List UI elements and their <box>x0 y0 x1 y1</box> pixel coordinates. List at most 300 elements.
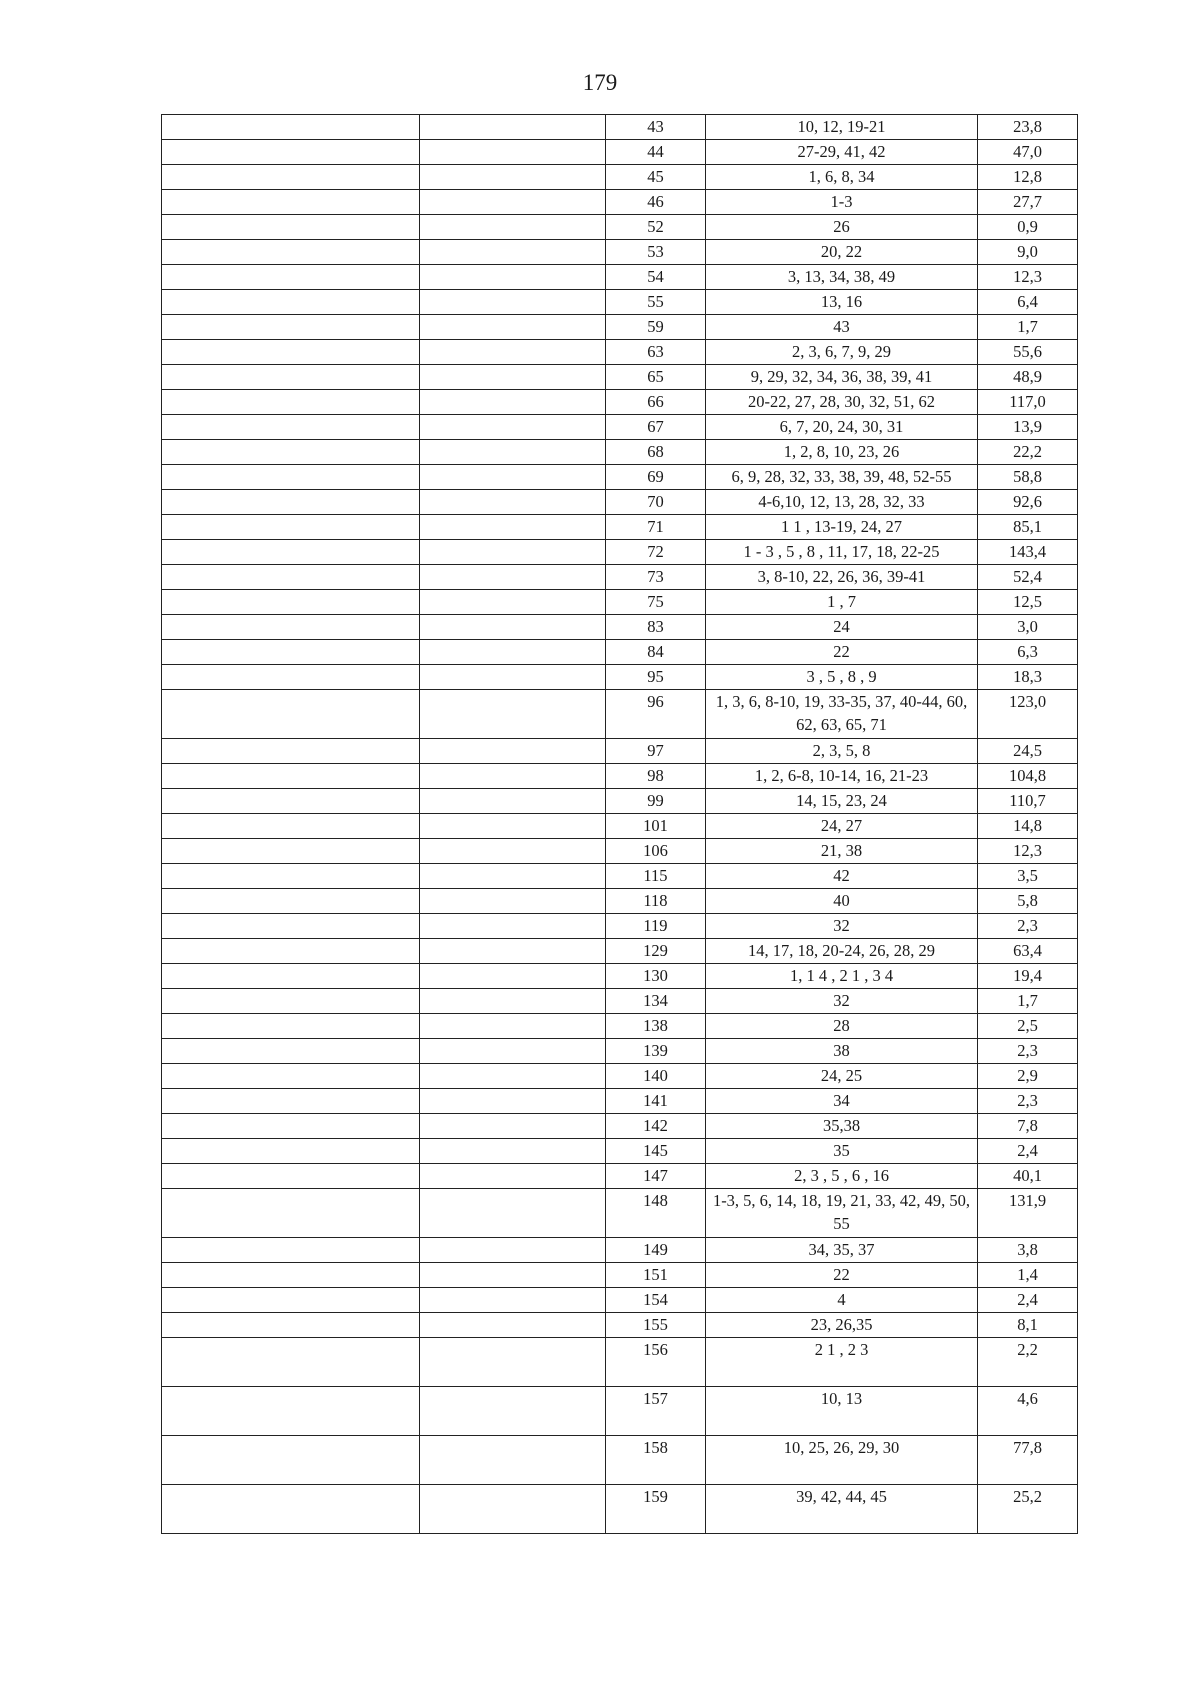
table-row <box>162 1189 1078 1238</box>
cell-col2 <box>420 1064 606 1089</box>
cell-col1 <box>162 590 420 615</box>
cell-items: 24 <box>706 615 978 640</box>
table-row <box>162 1387 1078 1436</box>
cell-value: 1,7 <box>978 315 1078 340</box>
cell-col1 <box>162 1014 420 1039</box>
cell-number: 138 <box>606 1014 706 1039</box>
cell-number: 149 <box>606 1238 706 1263</box>
cell-value: 3,5 <box>978 864 1078 889</box>
cell-number: 148 <box>606 1189 706 1238</box>
cell-col2 <box>420 764 606 789</box>
table-row <box>162 1089 1078 1114</box>
table-row <box>162 1313 1078 1338</box>
cell-items: 3 , 5 , 8 , 9 <box>706 665 978 690</box>
cell-value: 3,8 <box>978 1238 1078 1263</box>
cell-col2 <box>420 864 606 889</box>
cell-col2 <box>420 315 606 340</box>
cell-col2 <box>420 590 606 615</box>
cell-value: 2,9 <box>978 1064 1078 1089</box>
cell-col2 <box>420 190 606 215</box>
cell-value: 2,4 <box>978 1139 1078 1164</box>
cell-number: 145 <box>606 1139 706 1164</box>
cell-col2 <box>420 814 606 839</box>
cell-value: 1,7 <box>978 989 1078 1014</box>
cell-value: 12,8 <box>978 165 1078 190</box>
cell-number: 72 <box>606 540 706 565</box>
cell-number: 158 <box>606 1436 706 1485</box>
table-row <box>162 864 1078 889</box>
cell-items: 1, 3, 6, 8-10, 19, 33-35, 37, 40-44, 60, 62, 63, 65, 71 <box>706 690 978 739</box>
cell-col1 <box>162 1189 420 1238</box>
cell-number: 68 <box>606 440 706 465</box>
cell-col2 <box>420 939 606 964</box>
cell-value: 52,4 <box>978 565 1078 590</box>
table-row <box>162 315 1078 340</box>
table-row <box>162 440 1078 465</box>
cell-number: 52 <box>606 215 706 240</box>
cell-col1 <box>162 465 420 490</box>
cell-col2 <box>420 240 606 265</box>
cell-value: 48,9 <box>978 365 1078 390</box>
cell-items: 10, 12, 19-21 <box>706 115 978 140</box>
cell-col2 <box>420 1338 606 1387</box>
cell-col1 <box>162 265 420 290</box>
cell-items: 14, 15, 23, 24 <box>706 789 978 814</box>
cell-items: 21, 38 <box>706 839 978 864</box>
cell-number: 142 <box>606 1114 706 1139</box>
table-row <box>162 240 1078 265</box>
cell-col2 <box>420 889 606 914</box>
cell-value: 85,1 <box>978 515 1078 540</box>
cell-col2 <box>420 390 606 415</box>
cell-col2 <box>420 1189 606 1238</box>
cell-col1 <box>162 290 420 315</box>
cell-value: 22,2 <box>978 440 1078 465</box>
cell-col1 <box>162 1436 420 1485</box>
cell-col2 <box>420 565 606 590</box>
cell-number: 59 <box>606 315 706 340</box>
cell-value: 6,4 <box>978 290 1078 315</box>
cell-col1 <box>162 1039 420 1064</box>
cell-number: 43 <box>606 115 706 140</box>
table-row <box>162 1114 1078 1139</box>
cell-col2 <box>420 789 606 814</box>
table-row <box>162 914 1078 939</box>
cell-value: 19,4 <box>978 964 1078 989</box>
cell-number: 140 <box>606 1064 706 1089</box>
cell-col1 <box>162 690 420 739</box>
cell-number: 96 <box>606 690 706 739</box>
cell-col1 <box>162 540 420 565</box>
table-row <box>162 1288 1078 1313</box>
cell-number: 99 <box>606 789 706 814</box>
cell-col2 <box>420 615 606 640</box>
cell-items: 20, 22 <box>706 240 978 265</box>
cell-items: 20-22, 27, 28, 30, 32, 51, 62 <box>706 390 978 415</box>
table-body <box>162 115 1078 1534</box>
table-row <box>162 515 1078 540</box>
cell-col1 <box>162 340 420 365</box>
cell-value: 117,0 <box>978 390 1078 415</box>
table-row <box>162 665 1078 690</box>
cell-col1 <box>162 1313 420 1338</box>
cell-number: 115 <box>606 864 706 889</box>
cell-items: 14, 17, 18, 20-24, 26, 28, 29 <box>706 939 978 964</box>
table-row <box>162 190 1078 215</box>
cell-value: 27,7 <box>978 190 1078 215</box>
cell-number: 46 <box>606 190 706 215</box>
cell-col2 <box>420 989 606 1014</box>
cell-col1 <box>162 1338 420 1387</box>
cell-col2 <box>420 739 606 764</box>
cell-col1 <box>162 889 420 914</box>
cell-col2 <box>420 1387 606 1436</box>
cell-col1 <box>162 115 420 140</box>
table-row <box>162 939 1078 964</box>
cell-col1 <box>162 914 420 939</box>
cell-items: 10, 13 <box>706 1387 978 1436</box>
cell-items: 22 <box>706 640 978 665</box>
cell-items: 4-6,10, 12, 13, 28, 32, 33 <box>706 490 978 515</box>
cell-number: 101 <box>606 814 706 839</box>
cell-items: 1, 2, 6-8, 10-14, 16, 21-23 <box>706 764 978 789</box>
cell-col2 <box>420 415 606 440</box>
cell-value: 2,3 <box>978 1039 1078 1064</box>
cell-items: 23, 26,35 <box>706 1313 978 1338</box>
cell-value: 12,3 <box>978 265 1078 290</box>
cell-col1 <box>162 989 420 1014</box>
cell-number: 147 <box>606 1164 706 1189</box>
cell-value: 12,5 <box>978 590 1078 615</box>
cell-value: 7,8 <box>978 1114 1078 1139</box>
cell-items: 38 <box>706 1039 978 1064</box>
cell-items: 1-3 <box>706 190 978 215</box>
cell-number: 44 <box>606 140 706 165</box>
cell-items: 6, 9, 28, 32, 33, 38, 39, 48, 52-55 <box>706 465 978 490</box>
cell-items: 13, 16 <box>706 290 978 315</box>
cell-col1 <box>162 665 420 690</box>
cell-col1 <box>162 565 420 590</box>
cell-number: 159 <box>606 1485 706 1534</box>
cell-number: 63 <box>606 340 706 365</box>
table-row <box>162 1014 1078 1039</box>
cell-col2 <box>420 1089 606 1114</box>
cell-value: 5,8 <box>978 889 1078 914</box>
cell-col1 <box>162 140 420 165</box>
cell-items: 1, 6, 8, 34 <box>706 165 978 190</box>
cell-col2 <box>420 1164 606 1189</box>
table-row <box>162 839 1078 864</box>
cell-col1 <box>162 1114 420 1139</box>
cell-number: 98 <box>606 764 706 789</box>
cell-items: 6, 7, 20, 24, 30, 31 <box>706 415 978 440</box>
cell-items: 1 1 , 13-19, 24, 27 <box>706 515 978 540</box>
cell-col1 <box>162 365 420 390</box>
table-row <box>162 215 1078 240</box>
cell-col1 <box>162 215 420 240</box>
cell-col1 <box>162 415 420 440</box>
cell-items: 2, 3, 6, 7, 9, 29 <box>706 340 978 365</box>
table-row <box>162 1263 1078 1288</box>
table-row <box>162 365 1078 390</box>
cell-col2 <box>420 490 606 515</box>
table-row <box>162 265 1078 290</box>
cell-items: 3, 8-10, 22, 26, 36, 39-41 <box>706 565 978 590</box>
cell-col1 <box>162 1387 420 1436</box>
cell-value: 8,1 <box>978 1313 1078 1338</box>
cell-value: 58,8 <box>978 465 1078 490</box>
cell-col2 <box>420 665 606 690</box>
cell-number: 141 <box>606 1089 706 1114</box>
cell-col2 <box>420 465 606 490</box>
cell-number: 54 <box>606 265 706 290</box>
cell-items: 26 <box>706 215 978 240</box>
cell-number: 66 <box>606 390 706 415</box>
cell-value: 0,9 <box>978 215 1078 240</box>
cell-items: 10, 25, 26, 29, 30 <box>706 1436 978 1485</box>
cell-value: 13,9 <box>978 415 1078 440</box>
table-row <box>162 789 1078 814</box>
cell-col2 <box>420 115 606 140</box>
cell-col2 <box>420 1039 606 1064</box>
cell-col2 <box>420 1014 606 1039</box>
cell-col1 <box>162 1164 420 1189</box>
table-row <box>162 889 1078 914</box>
cell-col2 <box>420 215 606 240</box>
cell-items: 2, 3 , 5 , 6 , 16 <box>706 1164 978 1189</box>
cell-number: 154 <box>606 1288 706 1313</box>
cell-col1 <box>162 1089 420 1114</box>
cell-col1 <box>162 440 420 465</box>
cell-number: 97 <box>606 739 706 764</box>
cell-value: 4,6 <box>978 1387 1078 1436</box>
cell-value: 1,4 <box>978 1263 1078 1288</box>
cell-col2 <box>420 265 606 290</box>
table-row <box>162 390 1078 415</box>
cell-value: 40,1 <box>978 1164 1078 1189</box>
cell-items: 42 <box>706 864 978 889</box>
table-row <box>162 690 1078 739</box>
cell-col2 <box>420 440 606 465</box>
cell-items: 1 - 3 , 5 , 8 , 11, 17, 18, 22-25 <box>706 540 978 565</box>
cell-value: 77,8 <box>978 1436 1078 1485</box>
cell-value: 110,7 <box>978 789 1078 814</box>
data-table <box>161 114 1078 1534</box>
table-row <box>162 640 1078 665</box>
cell-col1 <box>162 764 420 789</box>
cell-items: 28 <box>706 1014 978 1039</box>
cell-items: 35 <box>706 1139 978 1164</box>
cell-col1 <box>162 939 420 964</box>
cell-col2 <box>420 1263 606 1288</box>
cell-value: 3,0 <box>978 615 1078 640</box>
cell-value: 6,3 <box>978 640 1078 665</box>
table-row <box>162 1064 1078 1089</box>
table-row <box>162 490 1078 515</box>
cell-items: 2, 3, 5, 8 <box>706 739 978 764</box>
cell-value: 143,4 <box>978 540 1078 565</box>
cell-value: 9,0 <box>978 240 1078 265</box>
cell-number: 53 <box>606 240 706 265</box>
cell-value: 25,2 <box>978 1485 1078 1534</box>
cell-col2 <box>420 1238 606 1263</box>
cell-number: 156 <box>606 1338 706 1387</box>
cell-value: 2,4 <box>978 1288 1078 1313</box>
cell-col1 <box>162 964 420 989</box>
cell-value: 2,2 <box>978 1338 1078 1387</box>
table-row <box>162 415 1078 440</box>
cell-col2 <box>420 1139 606 1164</box>
cell-items: 32 <box>706 989 978 1014</box>
cell-col2 <box>420 1313 606 1338</box>
cell-col1 <box>162 814 420 839</box>
cell-col2 <box>420 1288 606 1313</box>
table-row <box>162 540 1078 565</box>
cell-col1 <box>162 1064 420 1089</box>
cell-col2 <box>420 914 606 939</box>
cell-col1 <box>162 1139 420 1164</box>
cell-col2 <box>420 515 606 540</box>
cell-col1 <box>162 1238 420 1263</box>
cell-col1 <box>162 839 420 864</box>
cell-number: 119 <box>606 914 706 939</box>
cell-col1 <box>162 315 420 340</box>
cell-value: 92,6 <box>978 490 1078 515</box>
cell-items: 1-3, 5, 6, 14, 18, 19, 21, 33, 42, 49, 50, 55 <box>706 1189 978 1238</box>
cell-col2 <box>420 1114 606 1139</box>
cell-items: 32 <box>706 914 978 939</box>
cell-number: 118 <box>606 889 706 914</box>
cell-items: 39, 42, 44, 45 <box>706 1485 978 1534</box>
table-row <box>162 1485 1078 1534</box>
cell-col1 <box>162 515 420 540</box>
cell-number: 55 <box>606 290 706 315</box>
cell-col1 <box>162 789 420 814</box>
cell-number: 45 <box>606 165 706 190</box>
cell-value: 2,5 <box>978 1014 1078 1039</box>
cell-items: 9, 29, 32, 34, 36, 38, 39, 41 <box>706 365 978 390</box>
cell-number: 65 <box>606 365 706 390</box>
table-row <box>162 565 1078 590</box>
table-row <box>162 1238 1078 1263</box>
cell-number: 106 <box>606 839 706 864</box>
table-row <box>162 1436 1078 1485</box>
cell-number: 129 <box>606 939 706 964</box>
cell-items: 35,38 <box>706 1114 978 1139</box>
cell-number: 73 <box>606 565 706 590</box>
cell-col2 <box>420 140 606 165</box>
cell-col1 <box>162 1485 420 1534</box>
cell-number: 70 <box>606 490 706 515</box>
table-row <box>162 340 1078 365</box>
cell-value: 63,4 <box>978 939 1078 964</box>
table-row <box>162 140 1078 165</box>
cell-col2 <box>420 290 606 315</box>
cell-items: 22 <box>706 1263 978 1288</box>
cell-items: 1 , 7 <box>706 590 978 615</box>
table-row <box>162 814 1078 839</box>
cell-number: 95 <box>606 665 706 690</box>
cell-items: 3, 13, 34, 38, 49 <box>706 265 978 290</box>
cell-value: 14,8 <box>978 814 1078 839</box>
cell-col1 <box>162 240 420 265</box>
table-row <box>162 1338 1078 1387</box>
cell-items: 43 <box>706 315 978 340</box>
cell-value: 123,0 <box>978 690 1078 739</box>
cell-items: 24, 25 <box>706 1064 978 1089</box>
cell-number: 157 <box>606 1387 706 1436</box>
cell-items: 2 1 , 2 3 <box>706 1338 978 1387</box>
cell-col1 <box>162 1288 420 1313</box>
cell-items: 40 <box>706 889 978 914</box>
cell-col1 <box>162 165 420 190</box>
cell-col2 <box>420 964 606 989</box>
cell-value: 18,3 <box>978 665 1078 690</box>
table-row <box>162 290 1078 315</box>
cell-col1 <box>162 615 420 640</box>
cell-number: 67 <box>606 415 706 440</box>
table-row <box>162 115 1078 140</box>
table-row <box>162 739 1078 764</box>
cell-value: 2,3 <box>978 914 1078 939</box>
cell-col1 <box>162 1263 420 1288</box>
cell-value: 12,3 <box>978 839 1078 864</box>
cell-items: 1, 2, 8, 10, 23, 26 <box>706 440 978 465</box>
cell-number: 83 <box>606 615 706 640</box>
cell-col2 <box>420 340 606 365</box>
cell-col1 <box>162 190 420 215</box>
cell-items: 4 <box>706 1288 978 1313</box>
table-row <box>162 465 1078 490</box>
cell-value: 2,3 <box>978 1089 1078 1114</box>
cell-number: 155 <box>606 1313 706 1338</box>
cell-number: 71 <box>606 515 706 540</box>
table-row <box>162 1164 1078 1189</box>
cell-number: 69 <box>606 465 706 490</box>
cell-items: 24, 27 <box>706 814 978 839</box>
cell-col2 <box>420 365 606 390</box>
cell-col2 <box>420 1436 606 1485</box>
cell-number: 75 <box>606 590 706 615</box>
cell-value: 104,8 <box>978 764 1078 789</box>
cell-col1 <box>162 739 420 764</box>
table-row <box>162 165 1078 190</box>
cell-col2 <box>420 165 606 190</box>
cell-col1 <box>162 490 420 515</box>
cell-col2 <box>420 1485 606 1534</box>
cell-col2 <box>420 540 606 565</box>
cell-value: 23,8 <box>978 115 1078 140</box>
cell-value: 131,9 <box>978 1189 1078 1238</box>
table-row <box>162 615 1078 640</box>
cell-col2 <box>420 839 606 864</box>
cell-items: 27-29, 41, 42 <box>706 140 978 165</box>
cell-items: 34, 35, 37 <box>706 1238 978 1263</box>
cell-number: 139 <box>606 1039 706 1064</box>
cell-col2 <box>420 640 606 665</box>
cell-value: 24,5 <box>978 739 1078 764</box>
table-row <box>162 764 1078 789</box>
cell-value: 47,0 <box>978 140 1078 165</box>
table-row <box>162 1039 1078 1064</box>
cell-value: 55,6 <box>978 340 1078 365</box>
cell-items: 34 <box>706 1089 978 1114</box>
table-row <box>162 590 1078 615</box>
table-row <box>162 964 1078 989</box>
cell-col1 <box>162 864 420 889</box>
table-row <box>162 1139 1078 1164</box>
table-row <box>162 989 1078 1014</box>
